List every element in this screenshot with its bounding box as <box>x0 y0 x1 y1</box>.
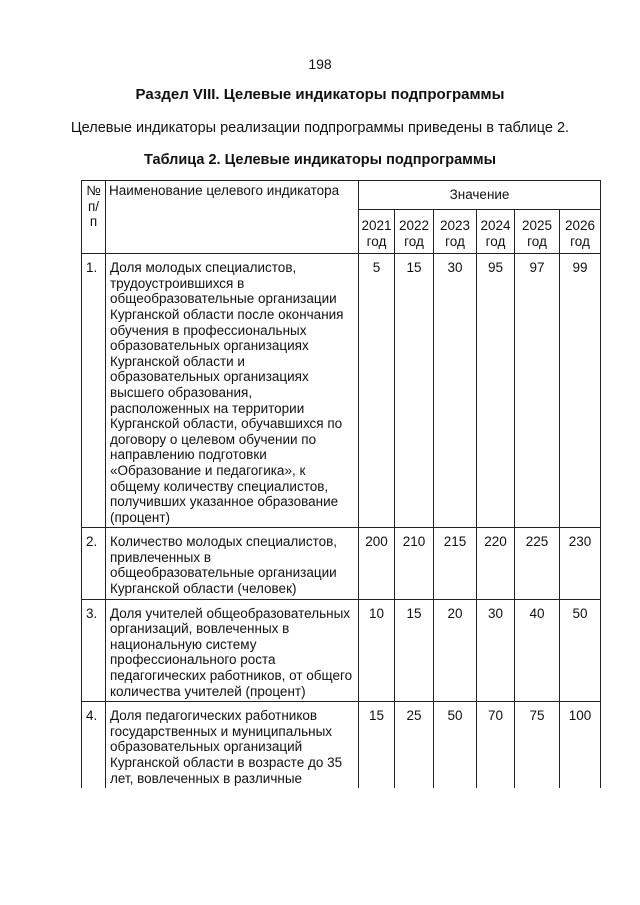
row-number: 1. <box>82 254 106 528</box>
indicator-value: 15 <box>395 599 434 702</box>
header-year: 2023 год <box>434 210 477 254</box>
indicator-value: 30 <box>434 254 477 528</box>
indicator-value: 225 <box>515 528 560 599</box>
indicator-value: 230 <box>560 528 601 599</box>
header-name: Наименование целевого индикатора <box>106 181 359 254</box>
indicator-value: 100 <box>560 702 601 788</box>
row-number: 4. <box>82 702 106 788</box>
indicator-value: 215 <box>434 528 477 599</box>
indicator-value: 220 <box>477 528 515 599</box>
intro-text: Целевые индикаторы реализации подпрограммы приведены в таблице 2. <box>70 120 570 136</box>
indicator-name: Доля педагогических работников государственных и муниципальных образовательных организаций Курганской области в возрасте до 35 лет, вовлеченных в различные <box>106 702 359 788</box>
indicator-name: Доля молодых специалистов, трудоустроившихся в общеобразовательные организации Курганской области после окончания обучения в профессиональных образовательных организациях Курганской области и образовательных организациях высшего образования, расположенных на территории Курганской области, обучавшихся по договору о целевом обучении по направлению подготовки «Образование и педагогика», к общему количеству специалистов, получивших указанное образование (процент) <box>106 254 359 528</box>
indicators-table <box>81 180 601 788</box>
indicator-value: 99 <box>560 254 601 528</box>
indicator-name: Доля учителей общеобразовательных организаций, вовлеченных в национальную систему профессионального роста педагогических работников, от общего количества учителей (процент) <box>106 599 359 702</box>
header-year: 2024 год <box>477 210 515 254</box>
indicator-value: 5 <box>359 254 395 528</box>
indicator-value: 15 <box>395 254 434 528</box>
indicator-value: 50 <box>434 702 477 788</box>
indicator-value: 20 <box>434 599 477 702</box>
row-number: 2. <box>82 528 106 599</box>
header-values: Значение <box>359 181 601 210</box>
row-number: 3. <box>82 599 106 702</box>
indicator-value: 40 <box>515 599 560 702</box>
header-year: 2022 год <box>395 210 434 254</box>
indicator-value: 95 <box>477 254 515 528</box>
table-row <box>82 254 601 528</box>
section-title: Раздел VIII. Целевые индикаторы подпрограммы <box>135 86 505 103</box>
indicator-name: Количество молодых специалистов, привлеченных в общеобразовательные организации Курганской области (человек) <box>106 528 359 599</box>
indicator-value: 10 <box>359 599 395 702</box>
header-year: 2026 год <box>560 210 601 254</box>
indicator-value: 25 <box>395 702 434 788</box>
indicator-value: 210 <box>395 528 434 599</box>
table-caption: Таблица 2. Целевые индикаторы подпрограммы <box>144 152 496 168</box>
header-num: № п/п <box>82 181 106 254</box>
indicator-value: 97 <box>515 254 560 528</box>
table-row <box>82 528 601 599</box>
table-row <box>82 702 601 788</box>
header-year: 2021 год <box>359 210 395 254</box>
page-number: 198 <box>308 56 332 72</box>
indicator-value: 50 <box>560 599 601 702</box>
header-year: 2025 год <box>515 210 560 254</box>
indicator-value: 75 <box>515 702 560 788</box>
indicator-value: 30 <box>477 599 515 702</box>
indicator-value: 200 <box>359 528 395 599</box>
indicator-value: 70 <box>477 702 515 788</box>
table-row <box>82 599 601 702</box>
indicator-value: 15 <box>359 702 395 788</box>
